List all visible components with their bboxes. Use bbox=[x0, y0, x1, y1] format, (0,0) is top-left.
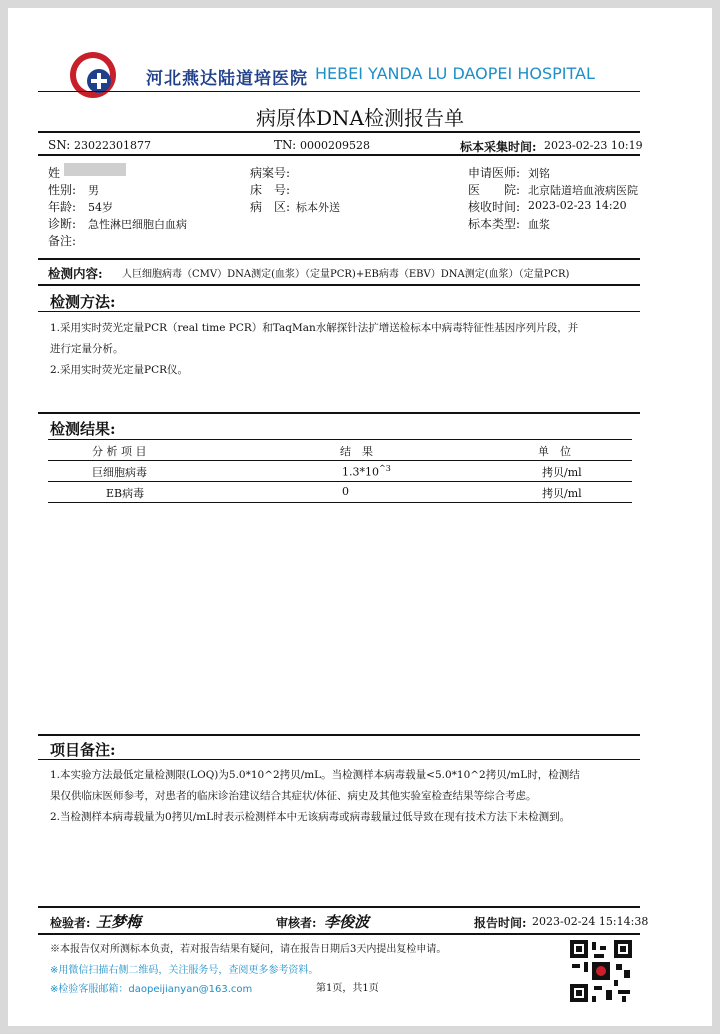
bed-label: 床 号: bbox=[250, 183, 291, 197]
diagnosis-label: 诊断: bbox=[48, 217, 77, 231]
results-title: 检测结果: bbox=[50, 420, 116, 438]
qr-code-icon bbox=[570, 940, 632, 1002]
reviewer-signature: 李俊波 bbox=[324, 913, 370, 931]
notes-title: 项目备注: bbox=[50, 741, 116, 759]
receive-time-label: 核收时间: bbox=[468, 200, 521, 214]
collect-time-value: 2023-02-23 10:19 bbox=[544, 139, 643, 152]
reviewer-label: 审核者: bbox=[276, 916, 317, 930]
name-label: 姓 bbox=[48, 166, 61, 180]
collect-time-label: 标本采集时间: bbox=[460, 140, 537, 154]
row-result: 0 bbox=[342, 485, 349, 498]
diagnosis-value: 急性淋巴细胞白血病 bbox=[88, 218, 187, 231]
tn-value: 0000209528 bbox=[300, 139, 370, 152]
notes-line-3: 2.当检测样本病毒载量为0拷贝/mL时表示检测样本中无该病毒或病毒载量过低导致在现有技术方法下未检测到。 bbox=[50, 811, 571, 823]
page-number: 第1页，共1页 bbox=[316, 983, 379, 994]
age-label: 年龄: bbox=[48, 200, 77, 214]
hospital-value: 北京陆道培血液病医院 bbox=[528, 184, 638, 197]
sample-type-label: 标本类型: bbox=[468, 217, 521, 231]
test-content-label: 检测内容: bbox=[48, 266, 103, 281]
method-line-2: 进行定量分析。 bbox=[50, 343, 124, 355]
method-title: 检测方法: bbox=[50, 293, 116, 311]
column-header-result: 结 果 bbox=[340, 445, 373, 458]
column-header-item: 分 析 项 目 bbox=[92, 445, 147, 458]
column-header-unit: 单 位 bbox=[538, 445, 571, 458]
method-line-1: 1.采用实时荧光定量PCR（real time PCR）和TaqMan水解探针法扩增送检标本中病毒特征性基因序列片段，并 bbox=[50, 322, 579, 334]
sample-type-value: 血浆 bbox=[528, 218, 550, 231]
row-item: 巨细胞病毒 bbox=[92, 466, 147, 479]
remark-label: 备注: bbox=[48, 234, 77, 248]
ward-label: 病 区: bbox=[250, 200, 291, 214]
email-text: ※检验客服邮箱：daopeijianyan@163.com bbox=[50, 984, 253, 995]
report-title: 病原体DNA检测报告单 bbox=[256, 106, 464, 130]
hospital-label: 医 院: bbox=[468, 183, 521, 197]
report-time-label: 报告时间: bbox=[474, 916, 527, 930]
gender-value: 男 bbox=[88, 184, 99, 197]
sn-label: SN: bbox=[48, 138, 71, 152]
hospital-name-en: HEBEI YANDA LU DAOPEI HOSPITAL bbox=[315, 64, 595, 83]
row-item: EB病毒 bbox=[106, 487, 145, 500]
report-page bbox=[8, 8, 712, 1026]
hospital-name-cn: 河北燕达陆道培医院 bbox=[146, 69, 308, 89]
row-unit: 拷贝/ml bbox=[542, 487, 582, 500]
gender-label: 性别: bbox=[48, 183, 77, 197]
doctor-value: 刘铭 bbox=[528, 167, 550, 180]
wechat-text: ※用微信扫描右侧二维码，关注服务号，查阅更多参考资料。 bbox=[50, 965, 319, 976]
sn-value: 23022301877 bbox=[74, 139, 151, 152]
ward-value: 标本外送 bbox=[296, 201, 340, 214]
method-line-3: 2.采用实时荧光定量PCR仪。 bbox=[50, 364, 189, 376]
report-time-value: 2023-02-24 15:14:38 bbox=[532, 915, 649, 928]
tester-label: 检验者: bbox=[50, 916, 91, 930]
table-row bbox=[48, 461, 632, 481]
receive-time-value: 2023-02-23 14:20 bbox=[528, 199, 627, 212]
tn-label: TN: bbox=[274, 138, 297, 152]
test-content-value: 人巨细胞病毒（CMV）DNA测定(血浆）（定量PCR)+EB病毒（EBV）DNA测定(血浆）（定量PCR) bbox=[122, 269, 570, 280]
row-result: $1.3*10^{\^{}3}$ bbox=[342, 464, 391, 479]
age-value: 54岁 bbox=[88, 201, 113, 214]
row-unit: 拷贝/ml bbox=[542, 466, 582, 479]
table-row bbox=[48, 482, 632, 502]
results-header-row bbox=[48, 440, 632, 460]
notes-line-1: 1.本实验方法最低定量检测限(LOQ)为5.0*10^2拷贝/mL。当检测样本病毒载量<5.0*10^2拷贝/mL时，检测结 bbox=[50, 769, 580, 781]
redacted-name bbox=[64, 163, 126, 176]
notes-line-2: 果仅供临床医师参考，对患者的临床诊治建议结合其症状/体征、病史及其他实验室检查结果等综合考虑。 bbox=[50, 790, 537, 802]
doctor-label: 申请医师: bbox=[468, 166, 521, 180]
disclaimer-text: ※本报告仅对所测标本负责，若对报告结果有疑问，请在报告日期后3天内提出复检申请。 bbox=[50, 944, 447, 955]
tester-signature: 王梦梅 bbox=[96, 913, 142, 931]
record-no-label: 病案号: bbox=[250, 166, 291, 180]
